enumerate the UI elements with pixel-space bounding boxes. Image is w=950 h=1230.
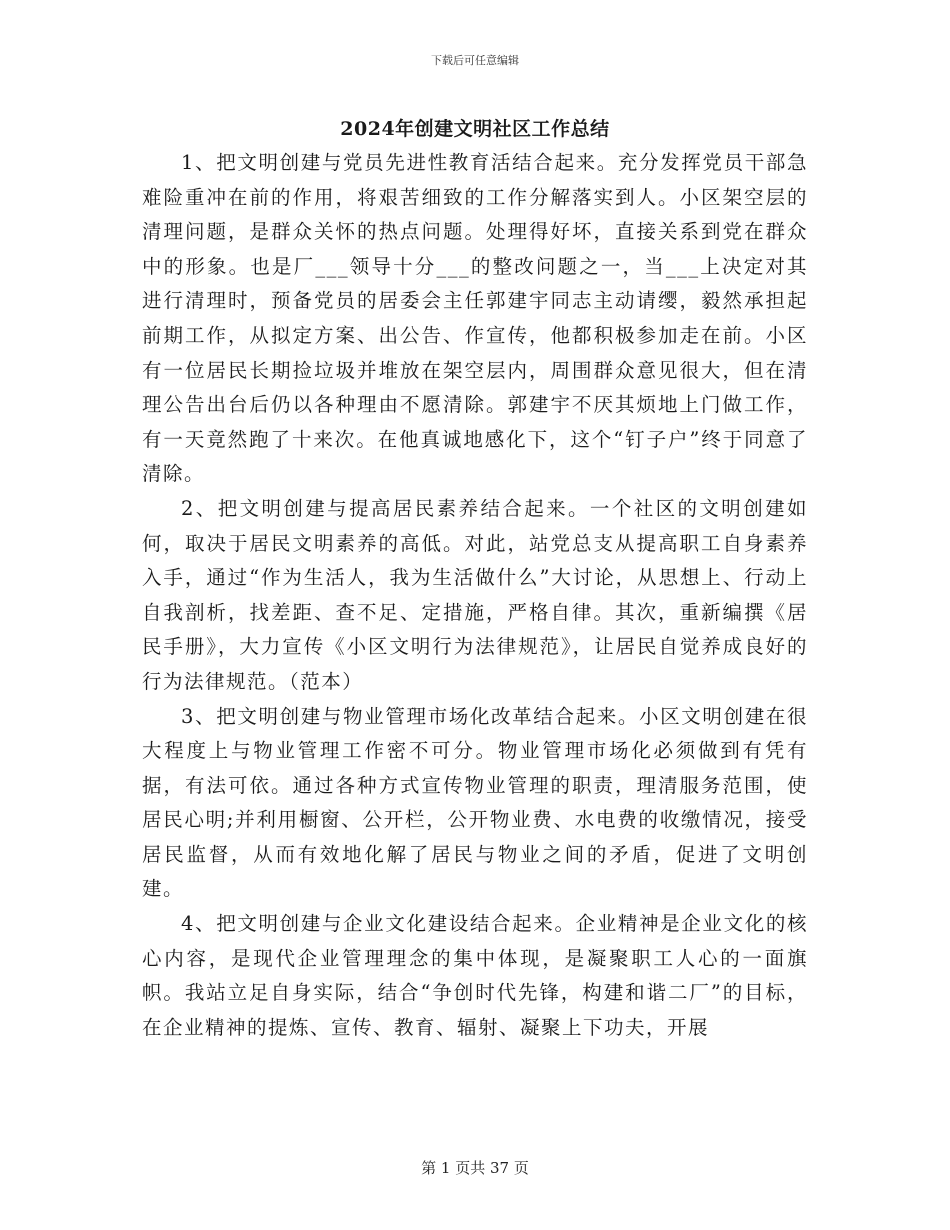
paragraph-3: 3、把文明创建与物业管理市场化改革结合起来。小区文明创建在很大程度上与物业管理工作密不可分。物业管理市场化必须做到有凭有据，有法可依。通过各种方式宣传物业管理的职责，理清服务范围，使居民心明;并利用橱窗、公开栏，公开物业费、水电费的收缴情况，接受居民监督，从而有效地化解了居民与物业之间的矛盾，促进了文明创建。 <box>142 704 808 901</box>
paragraph-1: 1、把文明创建与党员先进性教育活结合起来。充分发挥党员干部急难险重冲在前的作用，将艰苦细致的工作分解落实到人。小区架空层的清理问题，是群众关怀的热点问题。处理得好坏，直接关系到党在群众中的形象。也是厂___领导十分___的整改问题之一，当___上决定对其进行清理时，预备党员的居委会主任郭建宇同志主动请缨，毅然承担起前期工作，从拟定方案、出公告、作宣传，他都积极参加走在前。小区有一位居民长期捡垃圾并堆放在架空层内，周围群众意见很大，但在清理公告出台后仍以各种理由不愿清除。郭建宇不厌其烦地上门做工作，有一天竟然跑了十来次。在他真诚地感化下，这个“钉子户”终于同意了清除。 <box>142 151 808 486</box>
page-number: 第 1 页共 37 页 <box>421 1159 529 1177</box>
page-header-note: 下载后可任意编辑 <box>431 54 519 67</box>
paragraph-2: 2、把文明创建与提高居民素养结合起来。一个社区的文明创建如何，取决于居民文明素养的高低。对此，站党总支从提高职工自身素养入手，通过“作为生活人，我为生活做什么”大讨论，从思想上、行动上自我剖析，找差距、查不足、定措施，严格自律。其次，重新编撰《居民手册》，大力宣传《小区文明行为法律规范》，让居民自觉养成良好的行为法律规范。（范本） <box>142 496 808 693</box>
document-title: 2024年创建文明社区工作总结 <box>340 118 610 140</box>
document-body <box>142 146 808 1045</box>
paragraph-4: 4、把文明创建与企业文化建设结合起来。企业精神是企业文化的核心内容，是现代企业管理理念的集中体现，是凝聚职工人心的一面旗帜。我站立足自身实际，结合“争创时代先锋，构建和谐二厂”的目标，在企业精神的提炼、宣传、教育、辐射、凝聚上下功夫，开展 <box>142 912 808 1039</box>
